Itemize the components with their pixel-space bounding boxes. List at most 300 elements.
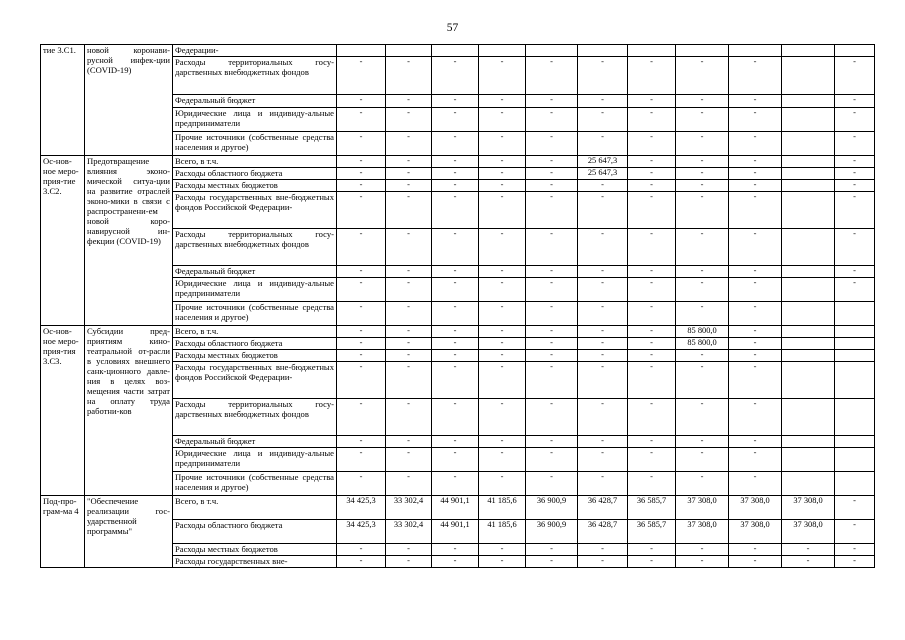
funding-source-cell: Юридические лица и индивиду-альные предприниматели xyxy=(173,278,337,302)
amount-cell xyxy=(782,436,835,448)
amount-cell xyxy=(782,108,835,132)
amount-cell: - xyxy=(337,399,386,436)
amount-cell: - xyxy=(386,108,432,132)
funding-source-cell: Расходы территориальных госу-дарственных внебюджетных фондов xyxy=(173,57,337,95)
amount-cell xyxy=(526,45,578,57)
amount-cell xyxy=(835,302,875,326)
amount-cell xyxy=(835,350,875,362)
amount-cell xyxy=(386,45,432,57)
amount-cell: - xyxy=(386,350,432,362)
table-row xyxy=(41,326,875,338)
amount-cell: - xyxy=(526,266,578,278)
amount-cell: - xyxy=(676,362,729,399)
amount-cell xyxy=(729,45,782,57)
amount-cell: - xyxy=(628,278,676,302)
amount-cell: - xyxy=(729,326,782,338)
amount-cell: 34 425,3 xyxy=(337,520,386,544)
amount-cell: - xyxy=(628,192,676,229)
amount-cell: 37 308,0 xyxy=(676,520,729,544)
amount-cell: - xyxy=(676,108,729,132)
amount-cell: - xyxy=(337,544,386,556)
amount-cell: - xyxy=(432,556,479,568)
amount-cell: - xyxy=(479,326,526,338)
amount-cell: - xyxy=(526,168,578,180)
amount-cell: - xyxy=(729,95,782,108)
amount-cell: - xyxy=(676,278,729,302)
table-row xyxy=(41,45,875,57)
amount-cell: - xyxy=(628,556,676,568)
amount-cell: 37 308,0 xyxy=(782,496,835,520)
amount-cell: - xyxy=(628,95,676,108)
amount-cell: - xyxy=(578,556,628,568)
amount-cell: - xyxy=(676,132,729,156)
amount-cell xyxy=(835,338,875,350)
amount-cell: 33 302,4 xyxy=(386,520,432,544)
amount-cell: - xyxy=(526,57,578,95)
amount-cell: - xyxy=(676,472,729,496)
amount-cell: - xyxy=(782,544,835,556)
amount-cell: - xyxy=(578,338,628,350)
amount-cell: - xyxy=(729,362,782,399)
amount-cell: - xyxy=(628,350,676,362)
amount-cell: - xyxy=(578,192,628,229)
amount-cell: - xyxy=(676,556,729,568)
amount-cell: - xyxy=(337,266,386,278)
amount-cell: - xyxy=(628,108,676,132)
amount-cell: - xyxy=(578,362,628,399)
amount-cell: - xyxy=(578,132,628,156)
amount-cell: - xyxy=(432,266,479,278)
amount-cell: - xyxy=(337,156,386,168)
amount-cell: - xyxy=(479,229,526,266)
amount-cell: - xyxy=(729,278,782,302)
amount-cell xyxy=(782,45,835,57)
amount-cell: - xyxy=(432,436,479,448)
amount-cell: - xyxy=(628,229,676,266)
amount-cell xyxy=(782,168,835,180)
amount-cell: - xyxy=(337,95,386,108)
amount-cell: - xyxy=(386,544,432,556)
amount-cell: - xyxy=(337,57,386,95)
amount-cell xyxy=(676,45,729,57)
amount-cell: - xyxy=(676,399,729,436)
amount-cell: - xyxy=(337,350,386,362)
funding-source-cell: Всего, в т.ч. xyxy=(173,496,337,520)
amount-cell: - xyxy=(578,302,628,326)
amount-cell: 37 308,0 xyxy=(729,496,782,520)
funding-source-cell: Расходы областного бюджета xyxy=(173,338,337,350)
activity-code-cell: тие 3.С1. xyxy=(41,45,85,156)
funding-source-cell: Прочие источники (собственные средства населения и другое) xyxy=(173,302,337,326)
amount-cell xyxy=(782,278,835,302)
amount-cell: - xyxy=(432,544,479,556)
activity-name-cell: Предотвращение влияния эконо-мической ситуа-ции на развитие отраслей эконо-мики в связи с распространени-ем новой коро-навирусной ин-фекции (COVID-19) xyxy=(85,156,173,326)
amount-cell: - xyxy=(578,350,628,362)
amount-cell: - xyxy=(578,95,628,108)
amount-cell: - xyxy=(479,278,526,302)
amount-cell: - xyxy=(337,192,386,229)
amount-cell: - xyxy=(628,448,676,472)
amount-cell: - xyxy=(676,350,729,362)
amount-cell: - xyxy=(526,229,578,266)
amount-cell: - xyxy=(432,399,479,436)
amount-cell: - xyxy=(729,302,782,326)
amount-cell xyxy=(835,448,875,472)
amount-cell: - xyxy=(479,108,526,132)
amount-cell: - xyxy=(729,156,782,168)
amount-cell: - xyxy=(386,399,432,436)
amount-cell: - xyxy=(386,180,432,192)
amount-cell: - xyxy=(479,544,526,556)
amount-cell: - xyxy=(479,168,526,180)
amount-cell: - xyxy=(386,362,432,399)
amount-cell: 36 900,9 xyxy=(526,496,578,520)
amount-cell xyxy=(835,45,875,57)
amount-cell: - xyxy=(386,326,432,338)
amount-cell: - xyxy=(386,338,432,350)
amount-cell xyxy=(835,326,875,338)
amount-cell: 37 308,0 xyxy=(676,496,729,520)
amount-cell: 36 900,9 xyxy=(526,520,578,544)
amount-cell: - xyxy=(729,350,782,362)
amount-cell: - xyxy=(337,168,386,180)
amount-cell: - xyxy=(676,192,729,229)
amount-cell: - xyxy=(526,544,578,556)
amount-cell xyxy=(479,45,526,57)
amount-cell: - xyxy=(628,180,676,192)
amount-cell: - xyxy=(526,180,578,192)
amount-cell: - xyxy=(628,132,676,156)
amount-cell: - xyxy=(835,156,875,168)
amount-cell: - xyxy=(729,266,782,278)
amount-cell: - xyxy=(526,556,578,568)
funding-source-cell: Расходы государственных вне-бюджетных фондов Российской Федерации- xyxy=(173,362,337,399)
amount-cell: - xyxy=(578,448,628,472)
amount-cell: - xyxy=(835,192,875,229)
amount-cell: - xyxy=(729,168,782,180)
amount-cell: - xyxy=(386,132,432,156)
activity-code-cell: Ос-нов-ное меро-прия-тие 3.С2. xyxy=(41,156,85,326)
amount-cell: - xyxy=(432,229,479,266)
amount-cell: - xyxy=(578,278,628,302)
amount-cell: - xyxy=(432,472,479,496)
amount-cell xyxy=(782,399,835,436)
amount-cell: - xyxy=(729,472,782,496)
amount-cell: - xyxy=(479,57,526,95)
amount-cell xyxy=(432,45,479,57)
funding-source-cell: Федеральный бюджет xyxy=(173,436,337,448)
funding-source-cell: Расходы государственных вне- xyxy=(173,556,337,568)
amount-cell: - xyxy=(526,95,578,108)
amount-cell: - xyxy=(676,95,729,108)
amount-cell xyxy=(782,57,835,95)
amount-cell: - xyxy=(676,302,729,326)
amount-cell: - xyxy=(578,180,628,192)
funding-source-cell: Юридические лица и индивиду-альные предприниматели xyxy=(173,108,337,132)
amount-cell: - xyxy=(729,448,782,472)
page-number: 57 xyxy=(446,22,459,34)
funding-source-cell: Всего, в т.ч. xyxy=(173,326,337,338)
amount-cell: - xyxy=(386,168,432,180)
activity-code-cell: Под-про-грам-ма 4 xyxy=(41,496,85,568)
amount-cell: - xyxy=(337,302,386,326)
amount-cell: - xyxy=(337,556,386,568)
amount-cell: - xyxy=(578,399,628,436)
amount-cell: - xyxy=(386,95,432,108)
amount-cell: - xyxy=(628,57,676,95)
amount-cell: - xyxy=(526,436,578,448)
amount-cell xyxy=(782,180,835,192)
amount-cell: - xyxy=(676,448,729,472)
amount-cell xyxy=(835,399,875,436)
amount-cell: - xyxy=(526,302,578,326)
amount-cell: - xyxy=(479,436,526,448)
funding-source-cell: Расходы областного бюджета xyxy=(173,520,337,544)
amount-cell: - xyxy=(628,399,676,436)
amount-cell: 44 901,1 xyxy=(432,496,479,520)
amount-cell: - xyxy=(628,168,676,180)
amount-cell xyxy=(782,338,835,350)
amount-cell: - xyxy=(835,278,875,302)
table-row xyxy=(41,156,875,168)
funding-source-cell: Расходы территориальных госу-дарственных внебюджетных фондов xyxy=(173,399,337,436)
amount-cell: - xyxy=(432,278,479,302)
amount-cell: - xyxy=(526,399,578,436)
amount-cell: - xyxy=(835,520,875,544)
amount-cell: 36 428,7 xyxy=(578,520,628,544)
amount-cell: - xyxy=(337,472,386,496)
amount-cell xyxy=(782,156,835,168)
amount-cell: - xyxy=(432,326,479,338)
amount-cell: - xyxy=(432,57,479,95)
amount-cell: - xyxy=(676,57,729,95)
amount-cell: - xyxy=(526,278,578,302)
funding-source-cell: Расходы областного бюджета xyxy=(173,168,337,180)
amount-cell: - xyxy=(479,302,526,326)
amount-cell: - xyxy=(337,338,386,350)
amount-cell xyxy=(835,362,875,399)
activity-code-cell: Ос-нов-ное меро-прия-тия 3.С3. xyxy=(41,326,85,496)
funding-source-cell: Всего, в т.ч. xyxy=(173,156,337,168)
amount-cell: 25 647,3 xyxy=(578,156,628,168)
amount-cell: 25 647,3 xyxy=(578,168,628,180)
amount-cell: - xyxy=(432,156,479,168)
amount-cell: - xyxy=(835,108,875,132)
amount-cell: - xyxy=(676,544,729,556)
amount-cell: - xyxy=(337,278,386,302)
funding-source-cell: Прочие источники (собственные средства населения и другое) xyxy=(173,132,337,156)
amount-cell: - xyxy=(479,399,526,436)
amount-cell: - xyxy=(432,350,479,362)
amount-cell: - xyxy=(432,192,479,229)
amount-cell: - xyxy=(432,108,479,132)
amount-cell: - xyxy=(835,556,875,568)
amount-cell: - xyxy=(526,362,578,399)
activity-name-cell: новой коронави-русной инфек-ции (COVID-19) xyxy=(85,45,173,156)
amount-cell: - xyxy=(432,132,479,156)
amount-cell: - xyxy=(628,362,676,399)
amount-cell: - xyxy=(432,338,479,350)
amount-cell: - xyxy=(386,229,432,266)
amount-cell xyxy=(782,302,835,326)
amount-cell xyxy=(628,45,676,57)
amount-cell: - xyxy=(386,448,432,472)
amount-cell: 36 585,7 xyxy=(628,520,676,544)
amount-cell xyxy=(782,326,835,338)
activity-name-cell: "Обеспечение реализации гос-ударственной программы" xyxy=(85,496,173,568)
amount-cell: 37 308,0 xyxy=(729,520,782,544)
funding-source-cell: Федеральный бюджет xyxy=(173,266,337,278)
amount-cell: - xyxy=(628,326,676,338)
amount-cell: - xyxy=(628,338,676,350)
amount-cell: - xyxy=(729,180,782,192)
amount-cell: - xyxy=(578,326,628,338)
amount-cell: 34 425,3 xyxy=(337,496,386,520)
amount-cell: - xyxy=(337,180,386,192)
funding-source-cell: Федерации- xyxy=(173,45,337,57)
amount-cell: - xyxy=(578,472,628,496)
amount-cell: - xyxy=(729,544,782,556)
amount-cell: - xyxy=(835,95,875,108)
amount-cell: - xyxy=(628,472,676,496)
amount-cell: - xyxy=(729,338,782,350)
amount-cell: - xyxy=(578,108,628,132)
table-row xyxy=(41,496,875,520)
funding-source-cell: Расходы местных бюджетов xyxy=(173,350,337,362)
amount-cell: - xyxy=(432,362,479,399)
amount-cell: 36 428,7 xyxy=(578,496,628,520)
amount-cell: - xyxy=(479,556,526,568)
amount-cell: - xyxy=(628,266,676,278)
amount-cell: - xyxy=(676,266,729,278)
amount-cell: - xyxy=(479,156,526,168)
amount-cell xyxy=(782,362,835,399)
amount-cell: - xyxy=(628,436,676,448)
funding-source-cell: Юридические лица и индивиду-альные предприниматели xyxy=(173,448,337,472)
amount-cell: - xyxy=(835,132,875,156)
amount-cell: 36 585,7 xyxy=(628,496,676,520)
amount-cell: - xyxy=(676,180,729,192)
amount-cell: - xyxy=(337,229,386,266)
funding-source-cell: Расходы государственных вне-бюджетных фондов Российской Федерации- xyxy=(173,192,337,229)
amount-cell: - xyxy=(432,302,479,326)
amount-cell: - xyxy=(676,168,729,180)
amount-cell: - xyxy=(337,108,386,132)
amount-cell: - xyxy=(479,180,526,192)
amount-cell: - xyxy=(628,156,676,168)
amount-cell: - xyxy=(676,436,729,448)
amount-cell: - xyxy=(578,436,628,448)
amount-cell: - xyxy=(432,95,479,108)
amount-cell xyxy=(337,45,386,57)
amount-cell: - xyxy=(729,229,782,266)
amount-cell: - xyxy=(676,229,729,266)
amount-cell: - xyxy=(729,108,782,132)
amount-cell xyxy=(782,132,835,156)
amount-cell xyxy=(782,95,835,108)
amount-cell: - xyxy=(526,350,578,362)
amount-cell xyxy=(835,436,875,448)
amount-cell xyxy=(782,448,835,472)
amount-cell: - xyxy=(526,472,578,496)
budget-table xyxy=(40,44,875,568)
amount-cell: - xyxy=(432,448,479,472)
amount-cell: - xyxy=(479,362,526,399)
amount-cell: 85 800,0 xyxy=(676,326,729,338)
amount-cell: - xyxy=(386,266,432,278)
amount-cell: - xyxy=(578,544,628,556)
activity-name-cell: Субсидии пред-приятиям кино-театральной от-расли в условиях внешнего санк-ционного давле-ния в целях воз-мещения части затрат на оплату труда работни-ков xyxy=(85,326,173,496)
amount-cell: - xyxy=(526,108,578,132)
amount-cell: - xyxy=(479,192,526,229)
amount-cell: - xyxy=(729,556,782,568)
amount-cell: - xyxy=(479,350,526,362)
amount-cell: - xyxy=(479,95,526,108)
amount-cell: - xyxy=(782,556,835,568)
amount-cell: - xyxy=(386,302,432,326)
amount-cell: - xyxy=(729,57,782,95)
amount-cell xyxy=(835,472,875,496)
funding-source-cell: Прочие источники (собственные средства населения и другое) xyxy=(173,472,337,496)
amount-cell: - xyxy=(386,278,432,302)
amount-cell xyxy=(782,350,835,362)
amount-cell: - xyxy=(526,156,578,168)
amount-cell: - xyxy=(386,57,432,95)
amount-cell xyxy=(782,192,835,229)
amount-cell: - xyxy=(337,132,386,156)
amount-cell: - xyxy=(526,192,578,229)
amount-cell: - xyxy=(337,448,386,472)
amount-cell: - xyxy=(479,472,526,496)
amount-cell: 85 800,0 xyxy=(676,338,729,350)
amount-cell: - xyxy=(578,229,628,266)
amount-cell: - xyxy=(337,436,386,448)
amount-cell: 41 185,6 xyxy=(479,520,526,544)
amount-cell: - xyxy=(729,399,782,436)
amount-cell: - xyxy=(729,132,782,156)
funding-source-cell: Расходы местных бюджетов xyxy=(173,544,337,556)
amount-cell: - xyxy=(337,326,386,338)
amount-cell: - xyxy=(479,266,526,278)
amount-cell: 44 901,1 xyxy=(432,520,479,544)
amount-cell: - xyxy=(729,436,782,448)
amount-cell: - xyxy=(337,362,386,399)
amount-cell xyxy=(782,229,835,266)
amount-cell: - xyxy=(432,180,479,192)
amount-cell: - xyxy=(729,192,782,229)
amount-cell: - xyxy=(578,266,628,278)
amount-cell: - xyxy=(578,57,628,95)
amount-cell: - xyxy=(479,132,526,156)
amount-cell xyxy=(578,45,628,57)
amount-cell: - xyxy=(386,472,432,496)
amount-cell: - xyxy=(835,266,875,278)
amount-cell: 33 302,4 xyxy=(386,496,432,520)
amount-cell xyxy=(782,266,835,278)
amount-cell: - xyxy=(628,544,676,556)
amount-cell: - xyxy=(835,57,875,95)
amount-cell: - xyxy=(835,168,875,180)
amount-cell: - xyxy=(676,156,729,168)
amount-cell: - xyxy=(835,180,875,192)
amount-cell: - xyxy=(386,192,432,229)
funding-source-cell: Федеральный бюджет xyxy=(173,95,337,108)
amount-cell: 41 185,6 xyxy=(479,496,526,520)
funding-source-cell: Расходы местных бюджетов xyxy=(173,180,337,192)
amount-cell: - xyxy=(835,496,875,520)
amount-cell: - xyxy=(835,229,875,266)
amount-cell: - xyxy=(479,338,526,350)
